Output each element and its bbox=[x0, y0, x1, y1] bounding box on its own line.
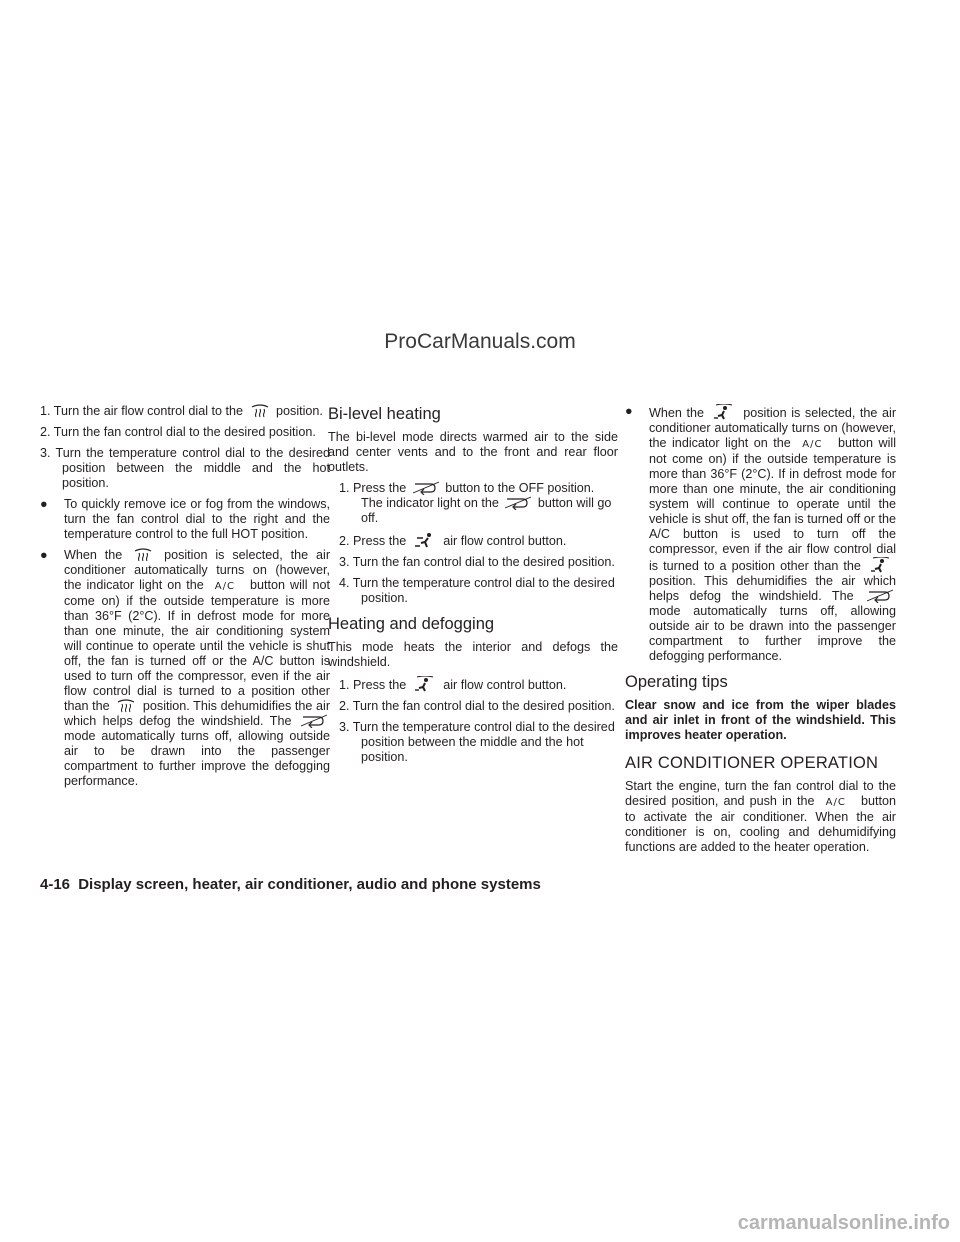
bullet-heat-defog-ac: ● When the position is selected, the air conditioner automatically turns on (however, the indicator light on the A/C button will not come on) if the outside temperature is more than 36°F (2°C). If in defrost mode for more than one minute, the air conditioning system will continue to operate until the vehicle is shut off, the fan is turned off or the A/C button is used to turn off the compressor, even if the air flow control dial is turned to a position other than the position. This dehumidifies the air which helps defog the windshield. The mode automatically turns off, allowing outside air to be drawn into the passenger compartment to further improve the defogging performance. bbox=[625, 404, 897, 663]
bullet-ice-fog: ● To quickly remove ice or fog from the windows, turn the fan control dial to the right and the temperature control to the full HOT position. bbox=[40, 497, 330, 541]
heatdef-step-1: 1. Press the air flow control button. bbox=[339, 678, 567, 692]
heat-defog-airflow-icon bbox=[712, 404, 736, 420]
heading-operating-tips: Operating tips bbox=[625, 673, 728, 691]
bilevel-step-4: 4. Turn the temperature control dial to the desired position. bbox=[339, 576, 615, 605]
chapter-title: Display screen, heater, air conditioner, audio and phone systems bbox=[78, 876, 541, 893]
ac-button-label: A/C bbox=[825, 797, 846, 808]
heatdef-step-3: 3. Turn the temperature control dial to the desired position between the middle and the hot position. bbox=[339, 720, 615, 764]
heatdef-step-2: 2. Turn the fan control dial to the desired position. bbox=[339, 699, 615, 713]
bilevel-airflow-icon bbox=[413, 532, 437, 548]
paragraph-operating-tips: Clear snow and ice from the wiper blades and air inlet in front of the windshield. This improves heater operation. bbox=[625, 698, 896, 742]
heading-heating-defogging: Heating and defogging bbox=[328, 615, 495, 633]
bullet-dot: ● bbox=[40, 497, 48, 511]
watermark-procarmanuals: ProCarManuals.com bbox=[384, 330, 576, 353]
heading-air-conditioner-operation: AIR CONDITIONER OPERATION bbox=[625, 754, 879, 772]
recirculation-icon bbox=[867, 589, 893, 603]
heat-defog-airflow-icon bbox=[413, 676, 437, 692]
paragraph-ac-operation: Start the engine, turn the fan control dial to the desired position, and push in the A/C button to activate the air conditioner. When the air conditioner is on, cooling and dehumidifying functions are added to the heater operation. bbox=[625, 779, 897, 854]
bullet-defrost-ac: ● When the position is selected, the air conditioner automatically turns on (however, the indicator light on the A/C button will not come on) if the outside temperature is more than 36°F (2°C). If in defrost mode for more than one minute, the air conditioning system will continue to operate until the vehicle is shut off, the fan is turned off or the A/C button is used to turn off the compressor, even if the air flow control dial is turned to a position other than the position. This dehumidifies the air which helps defog the windshield. The mode automatically turns off, allowing outside air to be drawn into the passenger compartment to further improve the defogging performance. bbox=[40, 548, 331, 788]
step-1: 1. Turn the air flow control dial to the position. bbox=[40, 404, 323, 418]
paragraph-bilevel: The bi-level mode directs warmed air to the side and center vents and to the front and rear floor outlets. bbox=[328, 430, 618, 474]
page-number: 4-16 bbox=[40, 876, 71, 893]
recirculation-icon bbox=[505, 496, 531, 510]
step-3: 3. Turn the temperature control dial to the desired position between the middle and the hot position. bbox=[40, 446, 330, 490]
defrost-icon bbox=[133, 548, 153, 562]
bilevel-step-3: 3. Turn the fan control dial to the desired position. bbox=[339, 555, 615, 569]
recirculation-icon bbox=[301, 714, 327, 728]
defrost-icon bbox=[116, 699, 136, 713]
watermark-carmanualsonline: carmanualsonline.info bbox=[737, 1212, 950, 1234]
bilevel-step-2: 2. Press the air flow control button. bbox=[339, 534, 567, 548]
column-middle bbox=[328, 404, 618, 771]
bullet-dot: ● bbox=[40, 548, 48, 562]
column-left bbox=[40, 404, 330, 795]
defrost-icon bbox=[250, 404, 270, 418]
ac-button-label: A/C bbox=[214, 581, 235, 592]
bilevel-step-1: 1. Press the button to the OFF position. The indicator light on the button will go off. bbox=[339, 481, 612, 525]
heading-bilevel-heating: Bi-level heating bbox=[328, 405, 441, 423]
paragraph-heating-defogging: This mode heats the interior and defogs the windshield. bbox=[328, 640, 618, 669]
page-footer bbox=[40, 876, 541, 893]
step-2: 2. Turn the fan control dial to the desired position. bbox=[40, 425, 316, 439]
column-right bbox=[625, 404, 896, 861]
bullet-dot: ● bbox=[625, 404, 633, 418]
recirculation-icon bbox=[413, 481, 439, 495]
heat-defog-airflow-icon bbox=[869, 557, 893, 573]
ac-button-label: A/C bbox=[802, 439, 823, 450]
